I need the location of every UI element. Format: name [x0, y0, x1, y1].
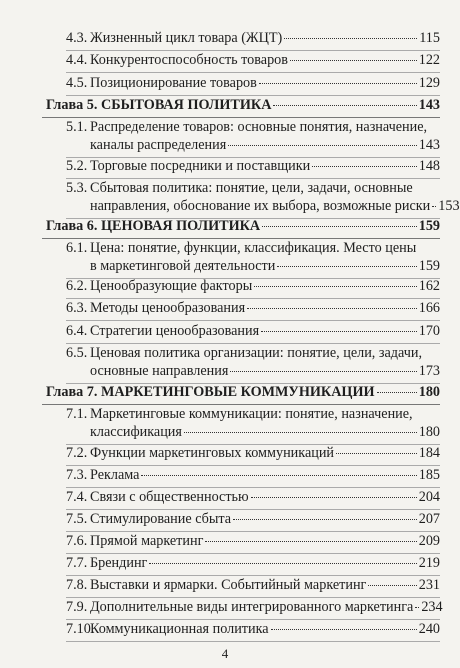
toc-page-number: 184	[418, 445, 440, 461]
dot-leader	[259, 83, 417, 84]
toc-entry-title: Стратегии ценообразования	[90, 323, 260, 339]
toc-entry-title: Торговые посредники и поставщики	[90, 158, 311, 174]
toc-entry-title: Прямой маркетинг	[90, 533, 204, 549]
toc-entry-title: Позиционирование товаров	[90, 75, 257, 91]
dot-leader	[273, 105, 416, 106]
toc-chapter-title: Глава 7. МАРКЕТИНГОВЫЕ КОММУНИКАЦИИ	[46, 384, 375, 400]
dot-leader	[277, 266, 416, 267]
toc-page-number: 207	[418, 511, 440, 527]
toc-page-number: 153	[438, 198, 460, 214]
toc-entry-number: 7.5.	[66, 511, 88, 527]
toc-entry-number: 5.2.	[66, 158, 88, 174]
dot-leader	[184, 432, 417, 433]
toc-page-number: 170	[418, 323, 440, 339]
dot-leader	[228, 145, 416, 146]
row-divider	[42, 238, 440, 239]
toc-entry-number: 7.7.	[66, 555, 88, 571]
row-divider	[66, 72, 440, 73]
dot-leader	[312, 166, 416, 167]
toc-chapter-title: Глава 5. СБЫТОВАЯ ПОЛИТИКА	[46, 97, 272, 113]
toc-entry-number: 7.4.	[66, 489, 88, 505]
toc-entry-number: 6.5.	[66, 345, 88, 361]
toc-entry-title: Методы ценообразования	[90, 300, 246, 316]
toc-entry-number: 4.4.	[66, 52, 88, 68]
toc-entry-number: 7.9.	[66, 599, 88, 615]
toc-page-number: 143	[418, 137, 440, 153]
toc-entry-title: Брендинг	[90, 555, 148, 571]
row-divider	[42, 404, 440, 405]
row-divider	[66, 465, 440, 466]
toc-entry-number: 7.2.	[66, 445, 88, 461]
row-divider	[66, 343, 440, 344]
toc-entry-title: Реклама	[90, 467, 140, 483]
row-divider	[66, 597, 440, 598]
dot-leader	[230, 371, 416, 372]
toc-page-number: 159	[418, 258, 440, 274]
dot-leader	[368, 585, 416, 586]
row-divider	[66, 95, 440, 96]
toc-entry-title: Сбытовая политика: понятие, цели, задачи, основные	[90, 180, 413, 196]
toc-entry-title: классификация	[90, 424, 182, 440]
toc-entry-title: Цена: понятие, функции, классификация. Место цены	[90, 240, 417, 256]
dot-leader	[233, 519, 417, 520]
toc-entry-number: 7.1.	[66, 406, 88, 422]
toc-page-number: 159	[418, 218, 440, 234]
page-number: 4	[221, 646, 229, 661]
toc-entry-title: в маркетинговой деятельности	[90, 258, 276, 274]
toc-entry-title: Стимулирование сбыта	[90, 511, 232, 527]
toc-entry-title: Выставки и ярмарки. Событийный маркетинг	[90, 577, 367, 593]
row-divider	[66, 509, 440, 510]
toc-page-number: 148	[418, 158, 440, 174]
dot-leader	[415, 607, 419, 608]
dot-leader	[261, 331, 417, 332]
dot-leader	[271, 629, 417, 630]
row-divider	[42, 117, 440, 118]
toc-page-number: 209	[418, 533, 440, 549]
toc-entry-number: 6.1.	[66, 240, 88, 256]
toc-page-number: 173	[418, 363, 440, 379]
toc-entry-number: 4.5.	[66, 75, 88, 91]
toc-page-number: 143	[418, 97, 440, 113]
toc-entry-number: 7.10.	[66, 621, 95, 637]
dot-leader	[247, 308, 417, 309]
dot-leader	[290, 60, 417, 61]
toc-entry-title: Дополнительные виды интегрированного маркетинга	[90, 599, 414, 615]
toc-entry-title: Связи с общественностью	[90, 489, 249, 505]
toc-page-number: 166	[418, 300, 440, 316]
toc-entry-title: Маркетинговые коммуникации: понятие, назначение,	[90, 406, 413, 422]
toc-page-number: 185	[418, 467, 440, 483]
toc-page-number: 219	[418, 555, 440, 571]
toc-page-number: 162	[418, 278, 440, 294]
row-divider	[66, 619, 440, 620]
toc-entry-number: 6.2.	[66, 278, 88, 294]
toc-entry-title: Коммуникационная политика	[90, 621, 269, 637]
toc-page-number: 129	[418, 75, 440, 91]
toc-page-number: 231	[418, 577, 440, 593]
toc-page-number: 180	[418, 424, 440, 440]
toc-entry-number: 4.3.	[66, 30, 88, 46]
toc-entry-title: основные направления	[90, 363, 229, 379]
toc-entry-number: 6.4.	[66, 323, 88, 339]
dot-leader	[251, 497, 417, 498]
toc-page-number: 180	[418, 384, 440, 400]
row-divider	[66, 50, 440, 51]
dot-leader	[205, 541, 416, 542]
toc-entry-title: Жизненный цикл товара (ЖЦТ)	[90, 30, 283, 46]
toc-entry-title: каналы распределения	[90, 137, 227, 153]
toc-entry-number: 7.6.	[66, 533, 88, 549]
toc-page-number: 122	[418, 52, 440, 68]
row-divider	[66, 575, 440, 576]
row-divider	[66, 487, 440, 488]
toc-entry-title: Ценообразующие факторы	[90, 278, 253, 294]
toc-chapter-title: Глава 6. ЦЕНОВАЯ ПОЛИТИКА	[46, 218, 261, 234]
dot-leader	[336, 453, 417, 454]
dot-leader	[284, 38, 417, 39]
toc-entry-number: 7.8.	[66, 577, 88, 593]
toc-page-number: 115	[419, 30, 440, 46]
toc-page-number: 234	[421, 599, 443, 615]
dot-leader	[377, 392, 417, 393]
dot-leader	[254, 286, 416, 287]
dot-leader	[262, 226, 417, 227]
toc-page-number: 204	[418, 489, 440, 505]
toc-entry-title: Ценовая политика организации: понятие, цели, задачи,	[90, 345, 423, 361]
toc-entry-number: 6.3.	[66, 300, 88, 316]
dot-leader	[141, 475, 416, 476]
toc-entry-number: 5.3.	[66, 180, 88, 196]
dot-leader	[432, 206, 436, 207]
dot-leader	[149, 563, 416, 564]
toc-entry-title: Функции маркетинговых коммуникаций	[90, 445, 335, 461]
row-divider	[66, 298, 440, 299]
row-divider	[66, 553, 440, 554]
row-divider	[66, 178, 440, 179]
toc-entry-number: 7.3.	[66, 467, 88, 483]
row-divider	[66, 641, 440, 642]
toc-entry-title: Распределение товаров: основные понятия, назначение,	[90, 119, 428, 135]
toc-entry-title: Конкурентоспособность товаров	[90, 52, 288, 68]
row-divider	[66, 320, 440, 321]
row-divider	[66, 531, 440, 532]
toc-page-number: 240	[418, 621, 440, 637]
toc-entry-number: 5.1.	[66, 119, 88, 135]
toc-entry-title: направления, обоснование их выбора, возможные риски	[90, 198, 431, 214]
